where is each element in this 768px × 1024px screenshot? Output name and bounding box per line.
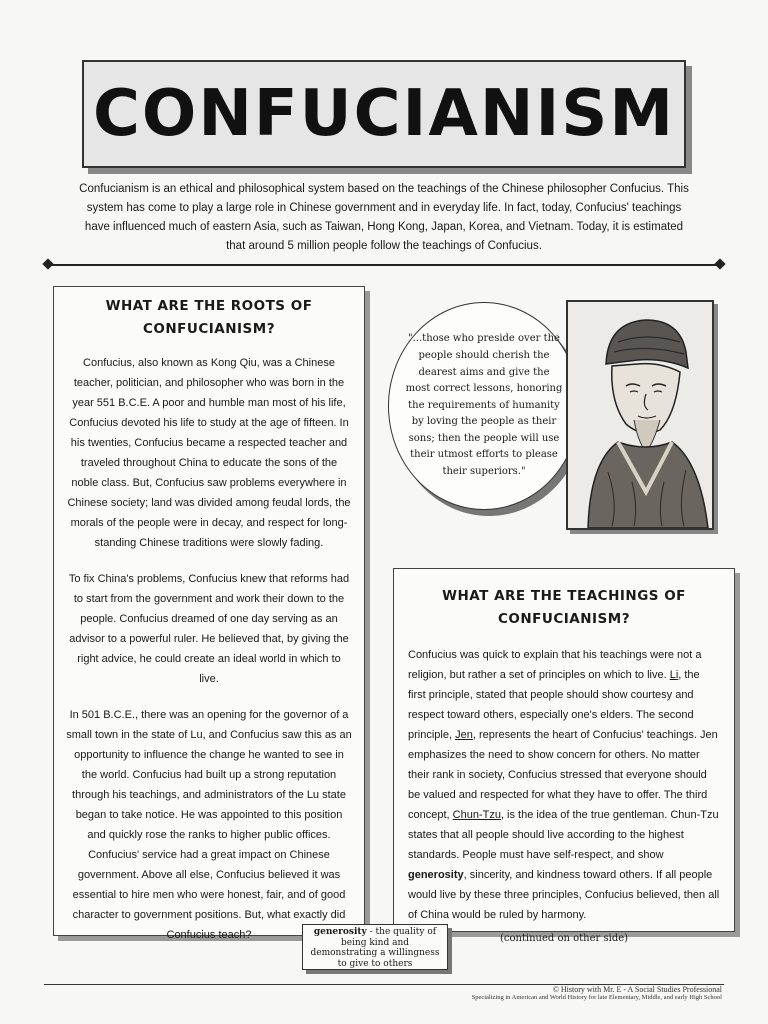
roots-paragraph-3: In 501 B.C.E., there was an opening for the governor of a small town in the state of Lu, and Confucius saw this as an opportunity to influence the change he wanted to see in the world. Confucius had built up a strong reputation through his teachings, and administrators of the Lu state began to take notice. He was appointed to this position and quickly rose the ranks to higher public offices. Confucius' service had a great impact on Chinese government. Above all else, Confucius believed it was essential to hire men who were honest, fair, and of good character to government positions. But, what exactly did Confucius teach? [66,709,352,941]
term-generosity: generosity [408,869,464,881]
divider-right-arrow [714,258,725,269]
vocab-term: generosity [313,927,367,937]
footer-tagline: Specializing in American and World History for late Elementary, Middle, and early High School [471,994,722,1001]
roots-paragraph-1: Confucius, also known as Kong Qiu, was a Chinese teacher, politician, and philosopher who was born in the year 551 B.C.E. A poor and humble man most of his life, Confucius devoted his life to study at the age of fifteen. In his twenties, Confucius became a respected teacher and traveled throughout China to educate the sons of the noble class. But, Confucius saw problems everywhere in Chinese society; land was divided among feudal lords, the morals of the people were in decay, and respect for long-standing Chinese traditions were slowly fading. [67,357,351,549]
teachings-paragraph [408,645,720,925]
title-banner [82,60,686,168]
teachings-text-2: , the first principle, stated that people should show courtesy and respect toward others, especially one's elders. The second principle, [408,669,700,741]
confucius-portrait [566,300,714,530]
divider-rule [48,264,720,266]
quote-text: "...those who preside over the people should cherish the dearest aims and give the most correct lessons, honoring the requirements of humanity by loving the people as their sons; then the people will use their utmost efforts to please their superiors." [405,333,563,478]
vocab-definition: - the quality of being kind and demonstrating a willingness to give to others [310,927,440,969]
footer [472,985,722,1001]
teachings-heading: WHAT ARE THE TEACHINGS OF CONFUCIANISM? [442,588,686,627]
teachings-text-5: , sincerity, and kindness toward others. If all people would live by these three principles, Confucius believed, then all of China would be ruled by harmony. [408,869,720,921]
term-jen: Jen [455,729,473,741]
teachings-section [393,568,735,944]
vocabulary-box [302,924,448,970]
confucius-illustration [568,302,712,528]
teachings-text-3: , represents the heart of Confucius' teachings. Jen emphasizes the need to show concern for others. No matter their rank in society, Confucius stressed that everyone should be valued and respected for what they have to offer. The third concept, [408,729,718,821]
term-li: Li [669,669,679,681]
intro-paragraph: Confucianism is an ethical and philosophical system based on the teachings of the Chinese philosopher Confucius. This system has come to play a large role in Chinese government and in everyday life. In fact, today, Confucius' teachings have influenced much of eastern Asia, such as Taiwan, Hong Kong, Japan, Korea, and Vietnam. Today, it is estimated that around 5 million people follow the teachings of Confucius. [79,183,689,252]
continued-note: (continued on other side) [499,933,629,944]
term-chun-tzu: Chun-Tzu [452,809,501,821]
teachings-text-4: , is the idea of the true gentleman. Chun-Tzu states that all people should live according to the highest standards. People must have self-respect, and show [408,809,719,861]
roots-section [53,286,365,941]
roots-heading: WHAT ARE THE ROOTS OF CONFUCIANISM? [105,298,313,337]
page-title: CONFUCIANISM [92,77,676,151]
footer-copyright: © History with Mr. E - A Social Studies Professional [552,985,722,994]
roots-paragraph-2: To fix China's problems, Confucius knew that reforms had to start from the government and work their down to the people. Confucius dreamed of one day serving as an advisor to a powerful ruler. He believed that, by giving the right advice, he could create an ideal world in which to live. [68,573,350,685]
quote-bubble [388,302,580,510]
divider-left-arrow [42,258,53,269]
teachings-text-1: Confucius was quick to explain that his teachings were not a religion, but rather a set of principles on which to live. [408,649,702,681]
